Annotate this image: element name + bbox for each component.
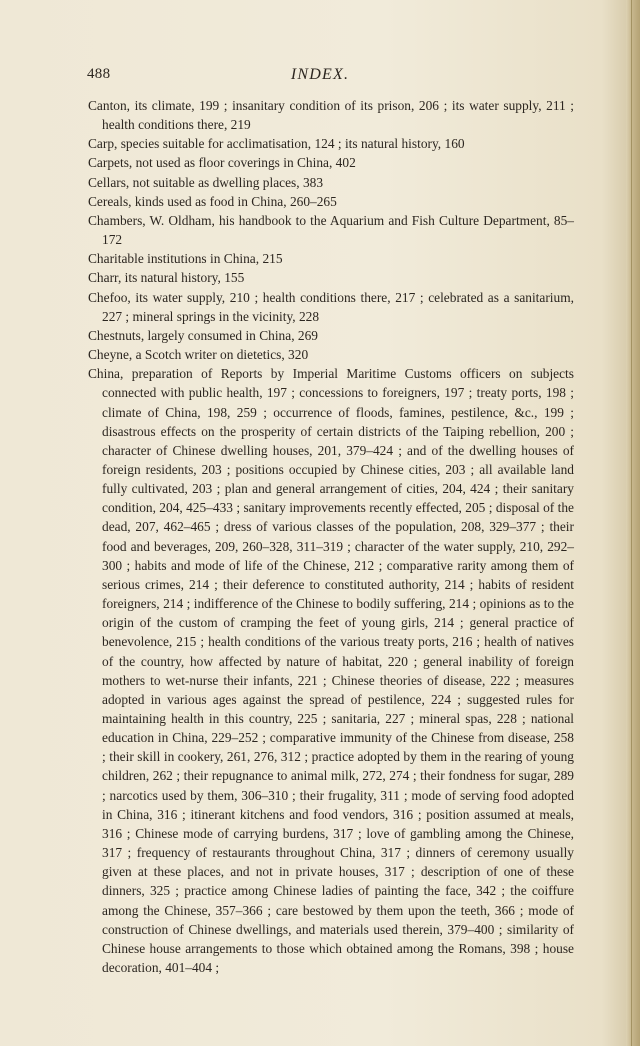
index-entry-cellars: Cellars, not suitable as dwelling places, 383 xyxy=(88,174,324,190)
index-entry-chestnuts: Chestnuts, largely consumed in China, 269 xyxy=(88,327,318,343)
index-entry-charitable: Charitable institutions in China, 215 xyxy=(88,251,283,267)
index-entry-chefoo: Chefoo, its water supply, 210 ; health conditions there, 217 ; celebrated as a sanitarium, 227 ; mineral springs in the vicinity, 228 xyxy=(88,289,574,324)
page-edge xyxy=(626,0,640,1046)
index-entry-carpets: Carpets, not used as floor coverings in China, 402 xyxy=(88,155,356,171)
index-entry-charr: Charr, its natural history, 155 xyxy=(88,270,245,286)
index-entry-cheyne: Cheyne, a Scotch writer on dietetics, 320 xyxy=(88,347,309,363)
running-head: INDEX. xyxy=(290,66,350,83)
index-entry-china: China, preparation of Reports by Imperial Maritime Customs officers on subjects connected with public health, 197 ; concessions to foreigners, 197 ; treaty ports, 198 ; climate of China, 198, 259 ; occurrence of floods, famines, pestilence, &c., 199 ; disastrous effects on the prosperity of certain districts of the Taiping rebellion, 200 ; character of Chinese dwelling houses, 201, 379–424 ; and of the dwelling houses of foreign residents, 203 ; positions occupied by Chinese cities, 203 ; all available land fully cultivated, 203 ; plan and general arrangement of cities, 204, 424 ; their sanitary condition, 204, 425–433 ; sanitary improvements recently effected, 205 ; disposal of the dead, 207, 462–465 ; dress of various classes of the population, 208, 329–377 ; their food and beverages, 209, 260–328, 311–319 ; character of the water supply, 210, 292–300 ; habits and mode of life of the Chinese, 212 ; comparative rarity among them of serious crimes, 214 ; their deference to constituted authority, 214 ; habits of resident foreigners, 214 ; indifference of the Chinese to bodily suffering, 214 ; opinions as to the origin of the custom of cramping the feet of young girls, 214 ; general practice of benevolence, 215 ; health conditions of the various treaty ports, 216 ; health of natives of the country, how affected by nature of habitat, 220 ; general inability of foreign mothers to wet-nurse their infants, 221 ; Chinese theories of disease, 222 ; measures adopted in various ages against the spread of pestilence, 224 ; suggested rules for maintaining health in this country, 225 ; sanitaria, 227 ; mineral spas, 228 ; national education in China, 229–252 ; comparative immunity of the Chinese from disease, 258 ; their skill in cookery, 261, 276, 312 ; practice adopted by them in the rearing of young children, 262 ; their repugnance to animal milk, 272, 274 ; their fondness for sugar, 289 ; narcotics used by them, 306–310 ; their frugality, 311 ; mode of serving food adopted in China, 316 ; itinerant kitchens and food vendors, 316 ; position assumed at meals, 316 ; Chinese mode of carrying burdens, 317 ; love of gambling among the Chinese, 317 ; frequency of restaurants throughout China, 317 ; dinners of ceremony usually given at these places, and not in private houses, 317 ; description of one of these dinners, 325 ; practice among Chinese ladies of painting the face, 342 ; the coiffure among the Chinese, 357–366 ; care bestowed by them upon the teeth, 366 ; mode of construction of Chinese dwellings, and materials used therein, 379–400 ; similarity of Chinese house arrangements to those which obtained among the Romans, 398 ; house decoration, 401–404 ; xyxy=(88,366,574,976)
index-entry-cereals: Cereals, kinds used as food in China, 260–265 xyxy=(88,193,337,209)
page-number: 488 xyxy=(87,66,111,82)
page-header xyxy=(0,66,640,88)
index-entry-chambers: Chambers, W. Oldham, his handbook to the Aquarium and Fish Culture Department, 85–172 xyxy=(88,212,574,248)
index-entries xyxy=(88,96,574,977)
index-entry-carp: Carp, species suitable for acclimatisation, 124 ; its natural history, 160 xyxy=(88,136,465,152)
index-entry-canton: Canton, its climate, 199 ; insanitary condition of its prison, 206 ; its water supply, 211 ; health conditions there, 219 xyxy=(88,98,574,133)
